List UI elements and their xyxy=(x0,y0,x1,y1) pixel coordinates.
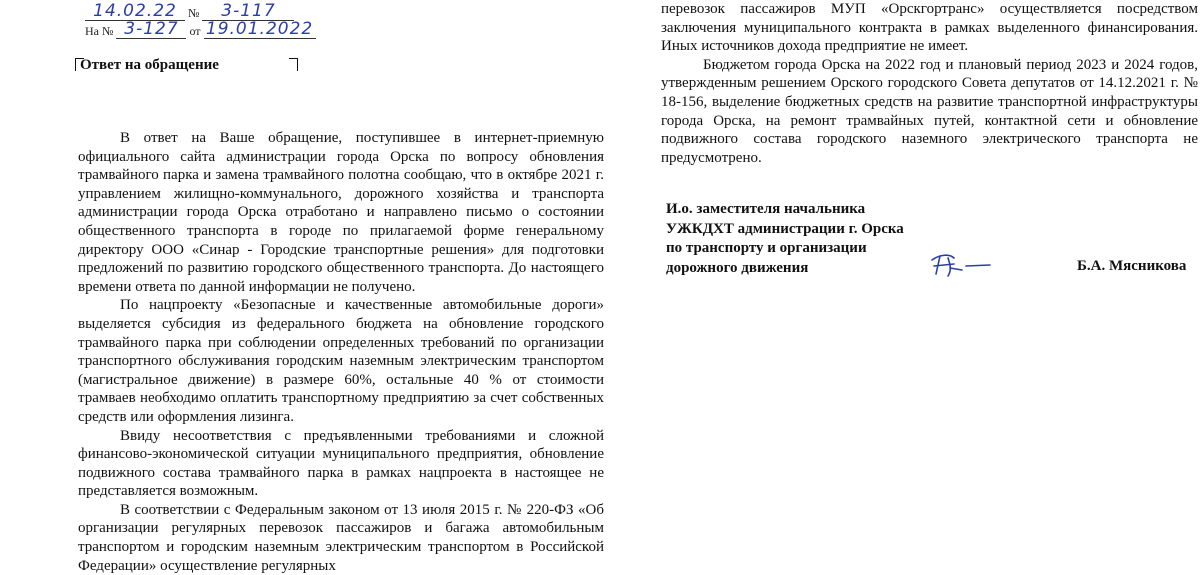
outgoing-date: 14.02.22 xyxy=(85,2,185,21)
incoming-number: 3-127 xyxy=(116,20,186,39)
document-page-right xyxy=(640,0,1200,575)
paragraph: В соответствии с Федеральным законом от 13 июля 2015 г. № 220-ФЗ «Об организации регулярных перевозок пассажиров и багажа автомобильным транспортом и городским наземным электрическим транспортом в Российской Федерации» осуществление регулярных xyxy=(78,501,604,574)
body-left xyxy=(78,129,604,575)
paragraph: Бюджетом города Орска на 2022 год и плановый период 2023 и 2024 годов, утвержденным решением Орского городского Совета депутатов от 14.12.2021 г. № 18-156, выделение бюджетных средств на развитие транспортной инфраструктуры города Орска, на ремонт трамвайных путей, контактной сети и обновление подвижного состава городского наземного электрического транспорта не предусмотрено. xyxy=(661,56,1198,166)
signatory-title-line: И.о. заместителя начальника xyxy=(666,201,866,217)
handwritten-signature xyxy=(928,250,998,280)
subject-title: Ответ на обращение xyxy=(80,57,219,73)
incoming-from-label: от xyxy=(189,24,201,38)
incoming-date: 19.01.2022 xyxy=(204,20,316,39)
signatory-title-line: по транспорту и организации xyxy=(666,240,867,256)
paragraph: Ввиду несоответствия с предъявленными требованиями и сложной финансово-экономической ситуации муниципального предприятия, обновление подвижного состава трамвайного парка в рамках нацпроекта в настоящее не представляется возможным. xyxy=(78,427,604,500)
incoming-registration xyxy=(85,20,316,39)
outgoing-number: 3-117 xyxy=(202,2,294,21)
signatory-name: Б.А. Мясникова xyxy=(1077,258,1187,274)
signatory-title-line: дорожного движения xyxy=(666,259,809,276)
paragraph: По нацпроекту «Безопасные и качественные автомобильные дороги» выделяется субсидия из федерального бюджета на обновление городского трамвайного парка при соблюдении определенных требований по организации транспортного обслуживания городским наземным электрическим транспортом (магистральное движение) в размере 60%, остальные 40 % от стоимости трамваев необходимо оплатить транспортному предприятию за счет собственных средств или оформления лизинга. xyxy=(78,297,604,425)
paragraph: В ответ на Ваше обращение, поступившее в интернет-приемную официального сайта администрации города Орска по вопросу обновления трамвайного парка и замена трамвайного полотна сообщаю, что в октябре 2021 г. управлением жилищно-коммунального, дорожного хозяйства и транспорта администрации города Орска отработано и направлено письмо о состоянии общественного транспорта в городе по прилагаемой форме генеральному директору ООО «Синар - Городские транспортные решения» для подготовки предложений по развитию городского общественного транспорта. До настоящего времени ответа по данной информации не получено. xyxy=(78,130,604,295)
signatory-title xyxy=(666,200,904,278)
body-right xyxy=(661,0,1198,167)
signatory-title-line: УЖКДХТ администрации г. Орска xyxy=(666,220,904,237)
paragraph: перевозок пассажиров МУП «Орскгортранс» осуществляется посредством заключения муниципального контракта в рамках выделенного финансирования. Иных источников дохода предприятие не имеет. xyxy=(661,1,1198,55)
incoming-number-label: На № xyxy=(85,24,114,38)
outgoing-number-label: № xyxy=(188,6,200,20)
